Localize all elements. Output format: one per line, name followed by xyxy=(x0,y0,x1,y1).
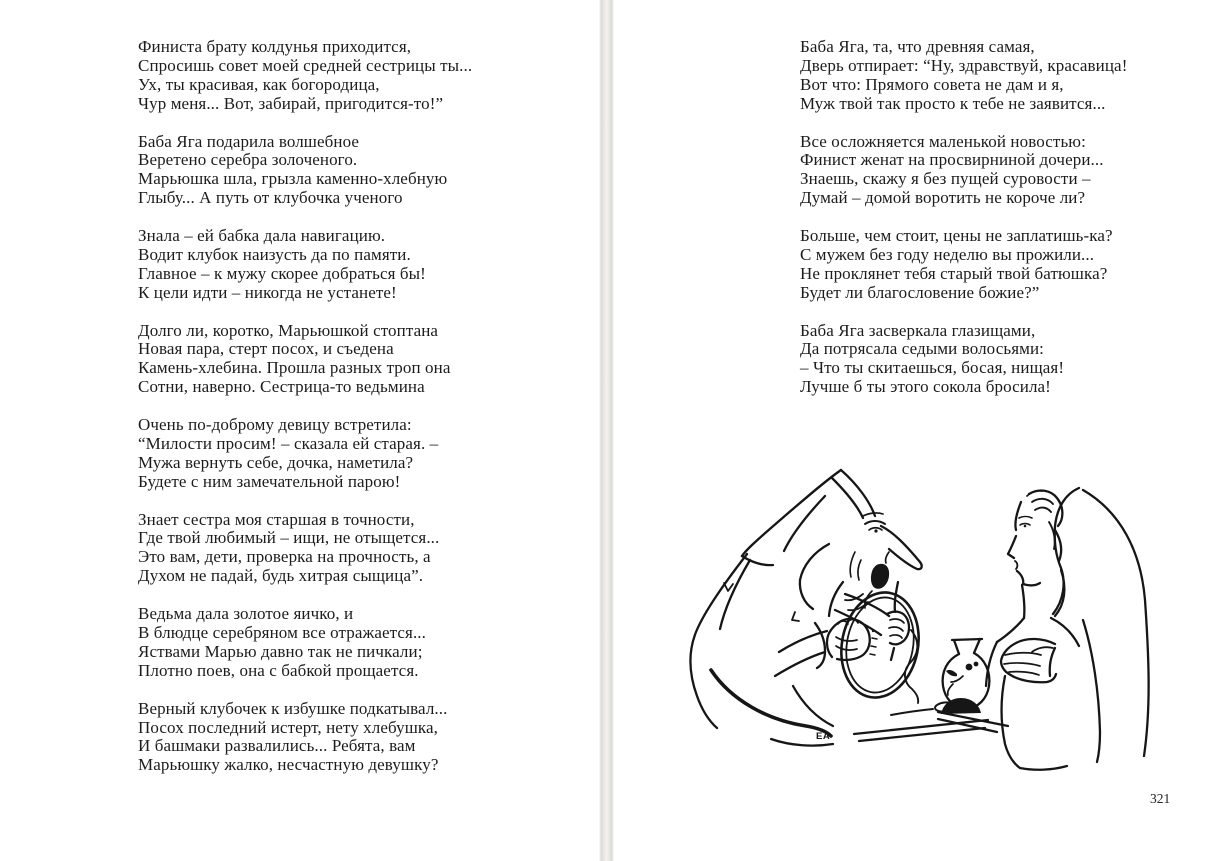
witch-hood xyxy=(742,470,841,556)
poem-line: Будете с ним замечательной парою! xyxy=(138,471,401,491)
poem-line: Плотно поев, она с бабкой прощается. xyxy=(138,660,419,680)
poem-line: Не проклянет тебя старый твой батюшка? xyxy=(800,263,1108,283)
poem-line: Будет ли благословение божие?” xyxy=(800,282,1040,302)
page-gutter xyxy=(599,0,614,861)
poem-line: Духом не падай, будь хитрая сыщица”. xyxy=(138,566,424,586)
poem-line: Долго ли, коротко, Марьюшкой стоптана xyxy=(138,320,439,340)
poem-line: Знала – ей бабка дала навигацию. xyxy=(138,226,386,246)
girl-cloak-fold xyxy=(1083,620,1100,762)
poem-line: Ух, ты красивая, как богородица, xyxy=(138,74,380,94)
poem-line: Верный клубочек к избушке подкатывал... xyxy=(138,698,448,718)
poem-stanza xyxy=(138,38,472,114)
poem-line: Это вам, дети, проверка на прочность, а xyxy=(138,547,431,567)
poem-line: Финиста брату колдунья приходится, xyxy=(138,37,412,56)
poem-line: К цели идти – никогда не устанете! xyxy=(138,282,397,302)
poem-line: Знает сестра моя старшая в точности, xyxy=(138,509,415,529)
poem-stanza xyxy=(800,227,1127,303)
spoon-handle xyxy=(891,709,933,715)
poem-stanza xyxy=(800,38,1127,114)
poem-line: Финист женат на просвирниной дочери... xyxy=(800,150,1104,170)
poem-line: Марьюшку жалко, несчастную девушку? xyxy=(138,755,439,775)
poem-line: Вот что: Прямого совета не дам и я, xyxy=(800,74,1064,94)
poem-line: Веретено серебра золоченого. xyxy=(138,150,358,170)
girl-body-left xyxy=(1002,676,1020,768)
girl-chin xyxy=(1017,571,1023,584)
witch-arm-bold xyxy=(711,670,831,736)
poem-stanza xyxy=(138,700,472,776)
girl-nose xyxy=(1008,536,1016,558)
poem-stanza xyxy=(138,511,472,587)
girl-lips xyxy=(1015,561,1017,569)
girl-brow xyxy=(1019,517,1032,519)
poem-line: Дверь отпирает: “Ну, здравствуй, красавица! xyxy=(800,55,1128,75)
girl-forehead xyxy=(1015,502,1021,530)
poem-line: Яствами Марью давно так не пичкали; xyxy=(138,641,423,661)
table-edge xyxy=(854,720,988,734)
right-page-poem xyxy=(800,38,1127,416)
witch-brow xyxy=(865,521,885,524)
poem-line: С мужем без году неделю вы прожили... xyxy=(800,244,1095,264)
poem-stanza xyxy=(800,322,1127,398)
artist-signature: ЕА xyxy=(816,731,831,742)
poem-line: Главное – к мужу скорее добраться бы! xyxy=(138,263,426,283)
poem-stanza xyxy=(138,416,472,492)
poem-line: Посох последний истерт, нету хлебушка, xyxy=(138,717,438,737)
ribbon xyxy=(905,630,918,703)
poem-line: “Милости просим! – сказала ей старая. – xyxy=(138,433,439,453)
girl-hand xyxy=(1001,639,1056,682)
poem-stanza xyxy=(138,227,472,303)
vase-flower xyxy=(966,664,973,671)
witch-nose xyxy=(881,526,922,569)
poem-stanza xyxy=(138,133,472,209)
witch-mouth xyxy=(871,564,889,589)
girl-hood-edge xyxy=(1053,488,1079,614)
poem-stanza xyxy=(138,322,472,398)
poem-line: Очень по-доброму девицу встретила: xyxy=(138,415,412,435)
baba-yaga-illustration xyxy=(675,452,1190,777)
poem-line: Спросишь совет моей средней сестрицы ты... xyxy=(138,55,473,75)
poem-line: В блюдце серебряном все отражается... xyxy=(138,623,426,642)
poem-line: Где твой любимый – ищи, не отыщется... xyxy=(138,528,440,548)
poem-line: Все осложняется маленькой новостью: xyxy=(800,131,1086,151)
vase-leaf xyxy=(946,670,957,676)
poem-line: Ведьма дала золотое яичко, и xyxy=(138,604,354,624)
poem-line: Знаешь, скажу я без пущей суровости – xyxy=(800,169,1091,189)
spindle xyxy=(895,582,898,612)
poem-line: Лучше б ты этого сокола бросила! xyxy=(800,377,1051,397)
left-page-poem xyxy=(138,38,472,794)
poem-line: Баба Яга подарила волшебное xyxy=(138,131,360,151)
poem-line: Глыбу... А путь от клубочка ученого xyxy=(138,188,403,208)
poem-line: Чур меня... Вот, забирай, пригодится-то!” xyxy=(138,93,444,113)
poem-line: Муж твой так просто к тебе не заявится... xyxy=(800,93,1106,113)
poem-line: Мужа вернуть себе, дочка, наметила? xyxy=(138,452,414,472)
girl-cloak-outer xyxy=(1083,490,1149,756)
page-number: 321 xyxy=(1150,791,1171,806)
girl-neck xyxy=(1022,585,1024,618)
poem-line: Баба Яга, та, что древняя самая, xyxy=(800,37,1035,56)
poem-line: – Что ты скитаешься, босая, нищая! xyxy=(800,358,1065,378)
poem-line: Да потрясала седыми волосьями: xyxy=(800,339,1044,359)
poem-line: Баба Яга засверкала глазищами, xyxy=(800,320,1036,340)
poem-line: Сотни, наверно. Сестрица-то ведьмина xyxy=(138,377,425,397)
poem-line: Камень-хлебина. Прошла разных троп она xyxy=(138,358,451,378)
poem-line: Думай – домой воротить не короче ли? xyxy=(800,188,1086,208)
poem-line: Больше, чем стоит, цены не заплатишь-ка? xyxy=(800,226,1113,246)
poem-line: И башмаки развалились... Ребята, вам xyxy=(138,736,416,756)
witch-eye xyxy=(874,529,877,532)
poem-line: Водит клубок наизусть да по памяти. xyxy=(138,244,411,264)
vase-rim xyxy=(952,639,982,640)
poem-line: Марьюшка шла, грызла каменно-хлебную xyxy=(138,169,448,189)
poem-stanza xyxy=(138,605,472,681)
poem-line: Новая пара, стерт посох, и съедена xyxy=(138,339,394,359)
poem-stanza xyxy=(800,133,1127,209)
